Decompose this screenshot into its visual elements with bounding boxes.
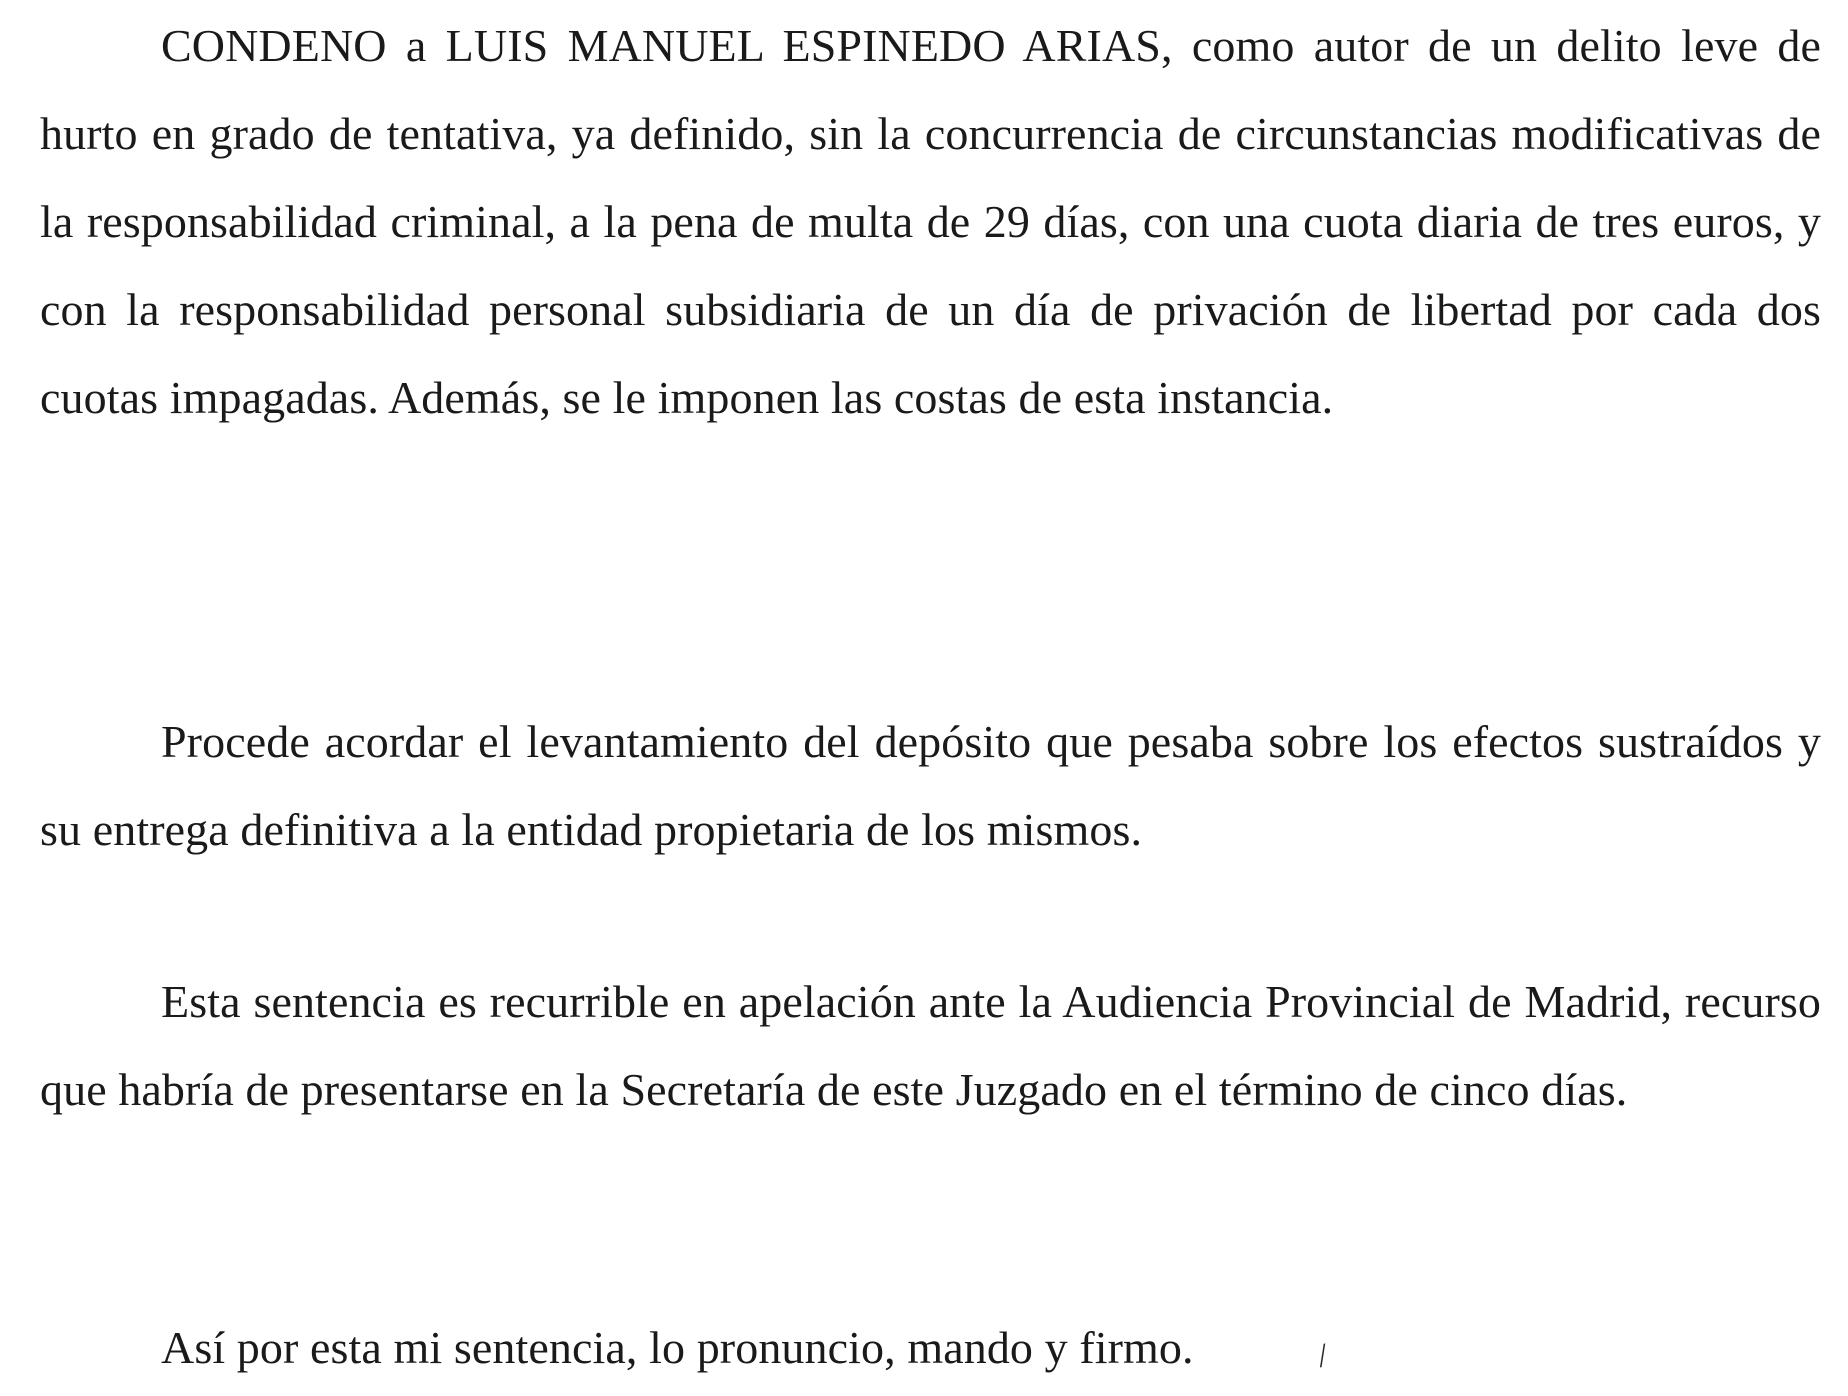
closing-text: Así por esta mi sentencia, lo pronuncio, mando y firmo.: [161, 1322, 1194, 1373]
paragraph-condena: CONDENO a LUIS MANUEL ESPINEDO ARIAS, como autor de un delito leve de hurto en grado de tentativa, ya definido, sin la concurrencia de circunstancias modificativas de la responsabilidad criminal, a la pena de multa de 29 días, con una cuota diaria de tres euros, y con la responsabilidad personal subsidiaria de un día de privación de libertad por cada dos cuotas impagadas. Además, se le imponen las costas de esta instancia.: [40, 20, 1821, 423]
paragraph-deposito: Procede acordar el levantamiento del depósito que pesaba sobre los efectos sustraídos y su entrega definitiva a la entidad propietaria de los mismos.: [40, 716, 1821, 855]
paragraph-recurso: Esta sentencia es recurrible en apelación ante la Audiencia Provincial de Madrid, recurso que habría de presentarse en la Secretaría de este Juzgado en el término de cinco días.: [40, 976, 1821, 1115]
paragraph-firma: [40, 1304, 1821, 1392]
signature-mark: /: [1314, 1336, 1331, 1376]
